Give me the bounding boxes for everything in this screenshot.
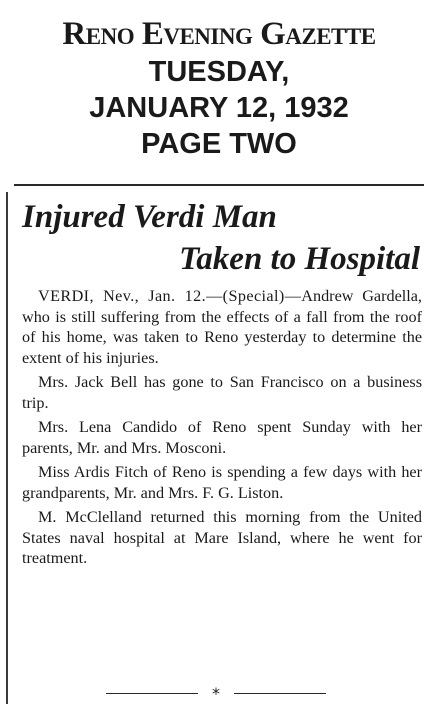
headline-line-2: Taken to Hospital: [179, 241, 420, 277]
page-number: PAGE TWO: [141, 128, 297, 160]
article-clipping: [6, 184, 428, 710]
end-star-icon: *: [212, 684, 220, 703]
end-mark-left-line: [106, 693, 198, 694]
newspaper-name: Reno Evening Gazette: [62, 16, 376, 52]
top-rule-divider: [14, 184, 424, 186]
article-paragraph-5: M. McClelland returned this morning from the United States naval hospital at Mare Island, where he went for treatment.: [22, 508, 422, 567]
masthead: [0, 14, 438, 162]
left-rule-divider: [6, 192, 8, 704]
end-mark-right-line: [234, 693, 326, 694]
article-dateline: VERDI, Nev., Jan. 12.—(Special)—: [38, 287, 302, 305]
article-body: [22, 286, 422, 573]
paragraph-1-text: Andrew Gardella, who is still suffering from the effects of a fall from the roof of his home, was taken to Reno yesterday to determine the extent of his injuries.: [22, 287, 422, 367]
article-end-mark: [106, 684, 326, 704]
article-paragraph-2: Mrs. Jack Bell has gone to San Francisco on a business trip.: [22, 373, 422, 412]
headline-line-1: Injured Verdi Man: [22, 199, 277, 235]
issue-date: JANUARY 12, 1932: [89, 92, 349, 124]
article-paragraph-3: Mrs. Lena Candido of Reno spent Sunday with her parents, Mr. and Mrs. Mosconi.: [22, 418, 422, 457]
issue-day: TUESDAY,: [148, 56, 290, 88]
article-paragraph-1: [22, 286, 422, 368]
article-headline: [22, 196, 422, 280]
article-paragraph-4: Miss Ardis Fitch of Reno is spending a few days with her grandparents, Mr. and Mrs. F. G. Liston.: [22, 463, 422, 502]
